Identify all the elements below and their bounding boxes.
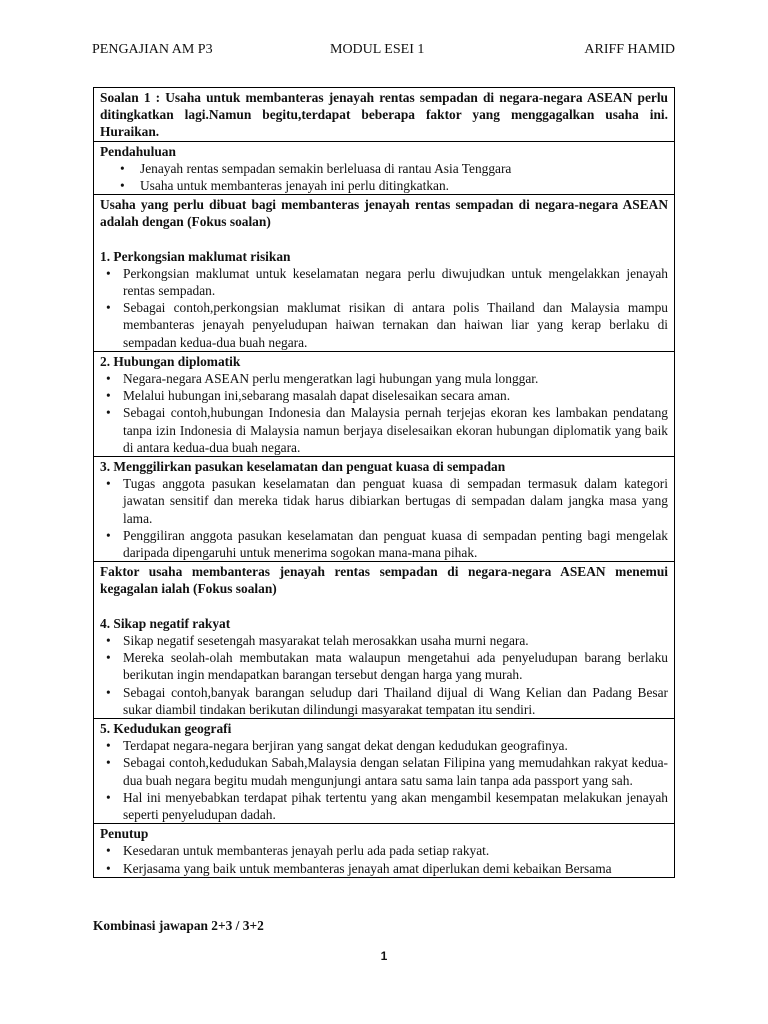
header-author: ARIFF HAMID <box>584 42 675 57</box>
point3-list <box>100 475 668 561</box>
intro-list <box>100 160 668 194</box>
list-item: • Terdapat negara-negara berjiran yang sangat dekat dengan kedudukan geografinya. <box>100 737 668 754</box>
intro-heading: Pendahuluan <box>100 143 176 159</box>
point5-heading: 5. Kedudukan geografi <box>100 720 232 736</box>
point4-heading: 4. Sikap negatif rakyat <box>100 615 231 631</box>
list-item: • Perkongsian maklumat untuk keselamatan negara perlu diwujudkan untuk mengelakkan jenayah rentas sempadan. <box>100 265 668 299</box>
list-item: • Melalui hubungan ini,sebarang masalah dapat diselesaikan secara aman. <box>100 387 668 404</box>
list-item: • Penggiliran anggota pasukan keselamatan dan penguat kuasa di sempadan penting bagi mengelak daripada dipengaruhi untuk menerima sogokan mana-mana pihak. <box>100 527 668 561</box>
point1-row <box>94 195 675 352</box>
part-a-heading: Usaha yang perlu dibuat bagi membanteras jenayah rentas sempadan di negara-negara ASEAN adalah dengan (Fokus soalan) <box>100 197 668 230</box>
header-module: MODUL ESEI 1 <box>330 42 425 57</box>
point3-heading: 3. Menggilirkan pasukan keselamatan dan penguat kuasa di sempadan <box>100 459 506 475</box>
point2-list <box>100 370 668 456</box>
point2-heading: 2. Hubungan diplomatik <box>100 353 241 369</box>
point4-row <box>94 562 675 719</box>
essay-table <box>93 87 675 878</box>
list-item: • Sebagai contoh,perkongsian maklumat risikan di antara polis Thailand dan Malaysia mampu membanteras jenayah penyeludupan haiwan ternakan dan haiwan liar yang kerap berlaku di sempadan kedua-dua buah negara. <box>100 299 668 351</box>
closing-list <box>100 842 668 876</box>
point1-heading: 1. Perkongsian maklumat risikan <box>100 248 291 264</box>
point1-list <box>100 265 668 351</box>
list-item: • Negara-negara ASEAN perlu mengeratkan lagi hubungan yang mula longgar. <box>100 370 668 387</box>
closing-heading: Penutup <box>100 826 149 842</box>
point3-row <box>94 457 675 562</box>
part-b-heading: Faktor usaha membanteras jenayah rentas sempadan di negara-negara ASEAN menemui kegagalan ialah (Fokus soalan) <box>100 564 668 597</box>
list-item: • Mereka seolah-olah membutakan mata walaupun mengetahui ada penyeludupan barang berlaku berikutan ingin mendapatkan barangan tersebut dengan harga yang murah. <box>100 649 668 683</box>
list-item: • Sikap negatif sesetengah masyarakat telah merosakkan usaha murni negara. <box>100 632 668 649</box>
list-item: • Kesedaran untuk membanteras jenayah perlu ada pada setiap rakyat. <box>100 842 668 859</box>
list-item: • Sebagai contoh,kedudukan Sabah,Malaysia dengan selatan Filipina yang memudahkan rakyat kedua-dua buah negara begitu mudah mengunjungi antara satu sama lain tanpa ada passport yang sah. <box>100 754 668 788</box>
combination-note: Kombinasi jawapan 2+3 / 3+2 <box>93 918 264 933</box>
list-item: • Usaha untuk membanteras jenayah ini perlu ditingkatkan. <box>100 177 668 194</box>
question-row <box>94 88 675 142</box>
header-subject: PENGAJIAN AM P3 <box>92 42 213 57</box>
question-text: Soalan 1 : Usaha untuk membanteras jenayah rentas sempadan di negara-negara ASEAN perlu ditingkatkan lagi.Namun begitu,terdapat beberapa faktor yang menggagalkan usaha ini. Huraikan. <box>100 90 668 140</box>
list-item: • Kerjasama yang baik untuk membanteras jenayah amat diperlukan demi kebaikan Bersama <box>100 860 668 877</box>
point4-list <box>100 632 668 718</box>
closing-row <box>94 824 675 878</box>
intro-row <box>94 141 675 195</box>
point5-row <box>94 718 675 823</box>
list-item: • Jenayah rentas sempadan semakin berleluasa di rantau Asia Tenggara <box>100 160 668 177</box>
point5-list <box>100 737 668 823</box>
point2-row <box>94 351 675 456</box>
list-item: • Tugas anggota pasukan keselamatan dan penguat kuasa di sempadan termasuk dalam kategori jawatan sensitif dan mereka tidak harus dibiarkan bertugas di sempadan dalam jangka masa yang lama. <box>100 475 668 527</box>
list-item: • Sebagai contoh,hubungan Indonesia dan Malaysia pernah terjejas ekoran kes lambakan pendatang tanpa izin Indonesia di Malaysia namun berjaya diselesaikan ekoran hubungan diplomatik yang baik di antara kedua-dua buah negara. <box>100 404 668 456</box>
list-item: • Hal ini menyebabkan terdapat pihak tertentu yang akan mengambil kesempatan melakukan jenayah seperti penyeludupan dadah. <box>100 789 668 823</box>
list-item: • Sebagai contoh,banyak barangan seludup dari Thailand dijual di Wang Kelian dan Padang Besar sukar diambil tindakan berikutan dilindungi masyarakat tempatan itu sendiri. <box>100 684 668 718</box>
page-number: 1 <box>380 949 388 963</box>
